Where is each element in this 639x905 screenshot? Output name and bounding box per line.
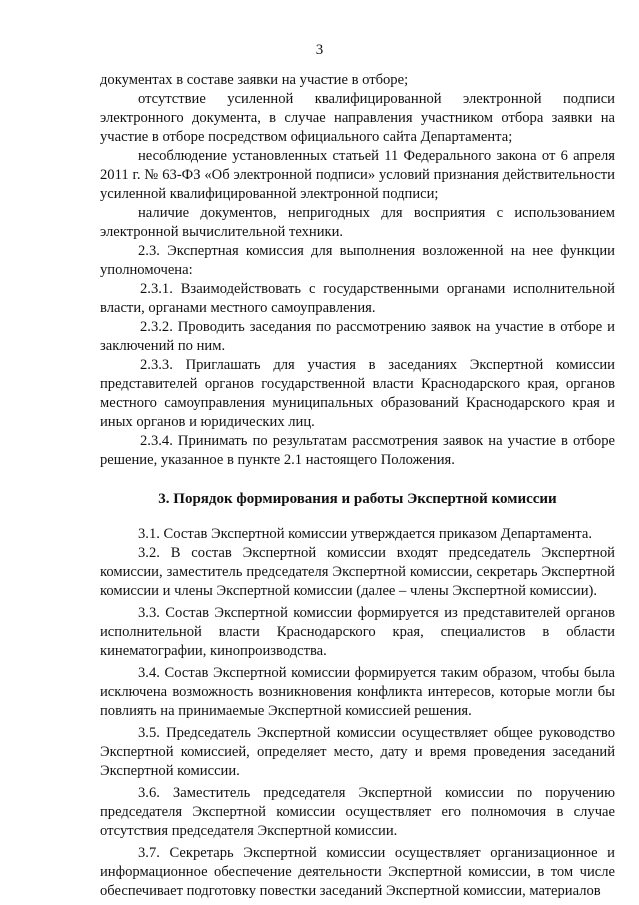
paragraph: 2.3. Экспертная комиссия для выполнения возложенной на нее функции уполномочена:	[100, 243, 615, 278]
paragraph: 2.3.2. Проводить заседания по рассмотрению заявок на участие в отборе и заключений по ним.	[100, 319, 615, 354]
paragraph: 3.4. Состав Экспертной комиссии формируется таким образом, чтобы была исключена возможность возникновения конфликта интересов, которые могли бы повлиять на принимаемые Экспертной комиссией решения.	[100, 665, 615, 719]
document-body	[100, 71, 615, 901]
paragraph: отсутствие усиленной квалифицированной электронной подписи электронного документа, в случае направления участником отбора заявки на участие в отборе посредством официального сайта Департамента;	[100, 91, 615, 145]
paragraph: 3.7. Секретарь Экспертной комиссии осуществляет организационное и информационное обеспечение деятельности Экспертной комиссии, в том числе обеспечивает подготовку повестки заседаний Экспертной комиссии, материалов	[100, 845, 615, 899]
section-heading: 3. Порядок формирования и работы Экспертной комиссии	[158, 491, 557, 507]
paragraph: 2.3.1. Взаимодействовать с государственными органами исполнительной власти, органами местного самоуправления.	[100, 281, 615, 316]
paragraph: 3.3. Состав Экспертной комиссии формируется из представителей органов исполнительной власти Краснодарского края, специалистов в области кинематографии, кинопроизводства.	[100, 605, 615, 659]
paragraph: 3.1. Состав Экспертной комиссии утверждается приказом Департамента.	[138, 526, 592, 542]
paragraph: 2.3.4. Принимать по результатам рассмотрения заявок на участие в отборе решение, указанное в пункте 2.1 настоящего Положения.	[100, 433, 615, 468]
page-number: 3	[315, 42, 324, 58]
paragraph: 3.5. Председатель Экспертной комиссии осуществляет общее руководство Экспертной комиссией, определяет место, дату и время проведения заседаний Экспертной комиссии.	[100, 725, 615, 779]
paragraph: 2.3.3. Приглашать для участия в заседаниях Экспертной комиссии представителей органов государственной власти Краснодарского края, органов местного самоуправления муниципальных образований Краснодарского края и иных органов и юридических лиц.	[100, 357, 615, 430]
paragraph: документах в составе заявки на участие в отборе;	[100, 72, 409, 88]
paragraph: 3.2. В состав Экспертной комиссии входят председатель Экспертной комиссии, заместитель председателя Экспертной комиссии, секретарь Экспертной комиссии и члены Экспертной комиссии (далее – члены Экспертной комиссии).	[100, 545, 615, 599]
paragraph: наличие документов, непригодных для восприятия с использованием электронной вычислительной техники.	[100, 205, 615, 240]
paragraph: 3.6. Заместитель председателя Экспертной комиссии по поручению председателя Экспертной комиссии осуществляет его полномочия в случае отсутствия председателя Экспертной комиссии.	[100, 785, 615, 839]
paragraph: несоблюдение установленных статьей 11 Федерального закона от 6 апреля 2011 г. № 63-ФЗ «Об электронной подписи» условий признания действительности усиленной квалифицированной электронной подписи;	[100, 148, 615, 202]
